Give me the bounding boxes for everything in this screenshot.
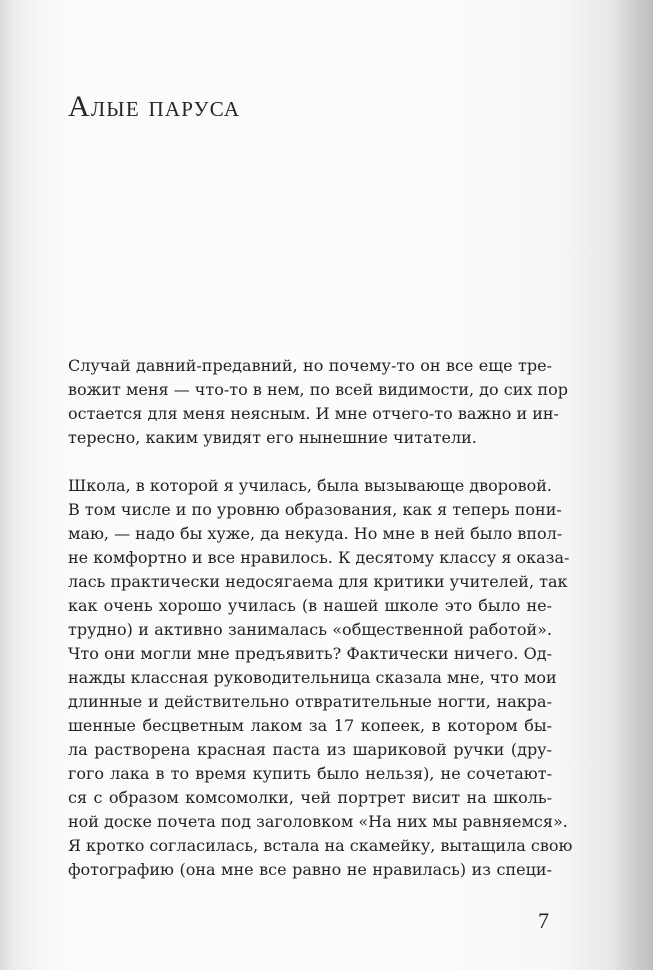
text-line: фотографию (она мне все равно не нравилась) из специ- [68, 860, 552, 879]
text-line: Школа, в которой я училась, была вызывающе дворовой. [68, 476, 553, 495]
text-line: В том числе и по уровню образования, как я теперь пони- [68, 500, 562, 519]
text-line: как очень хорошо училась (в нашей школе это было не- [68, 596, 552, 615]
text-line: тересно, каким увидят его нынешние читатели. [68, 428, 477, 447]
text-line: не комфортно и все нравилось. К десятому классу я оказа- [68, 548, 570, 567]
text-line: ла растворена красная паста из шариковой ручки (дру- [68, 740, 552, 759]
text-line: маю, — надо бы хуже, да некуда. Но мне в ней было впол- [68, 524, 563, 543]
chapter-title: Алые паруса [68, 90, 241, 123]
text-line: вожит меня — что-то в нем, по всей видимости, до сих пор [68, 380, 569, 399]
text-line: Случай давний-предавний, но почему-то он все еще тре- [68, 356, 552, 375]
text-line: Я кротко согласилась, встала на скамейку, вытащила свою [68, 836, 573, 855]
text-line: ся с образом комсомолки, чей портрет висит на школь- [68, 788, 552, 807]
text-line: шенные бесцветным лаком за 17 копеек, в котором бы- [68, 716, 552, 735]
text-line: остается для меня неясным. И мне отчего-то важно и ин- [68, 404, 559, 423]
page-number: 7 [538, 908, 549, 933]
text-line: лась практически недосягаема для критики учителей, так [68, 572, 568, 591]
text-line: длинные и действительно отвратительные ногти, накра- [68, 692, 552, 711]
text-line: гого лака в то время купить было нельзя), не сочетают- [68, 764, 552, 783]
text-line: нажды классная руководительница сказала мне, что мои [68, 668, 557, 687]
text-line: Что они могли мне предъявить? Фактически ничего. Од- [68, 644, 552, 663]
text-line: ной доске почета под заголовком «На них мы равняемся». [68, 812, 568, 831]
text-line: трудно) и активно занималась «общественной работой». [68, 620, 552, 639]
